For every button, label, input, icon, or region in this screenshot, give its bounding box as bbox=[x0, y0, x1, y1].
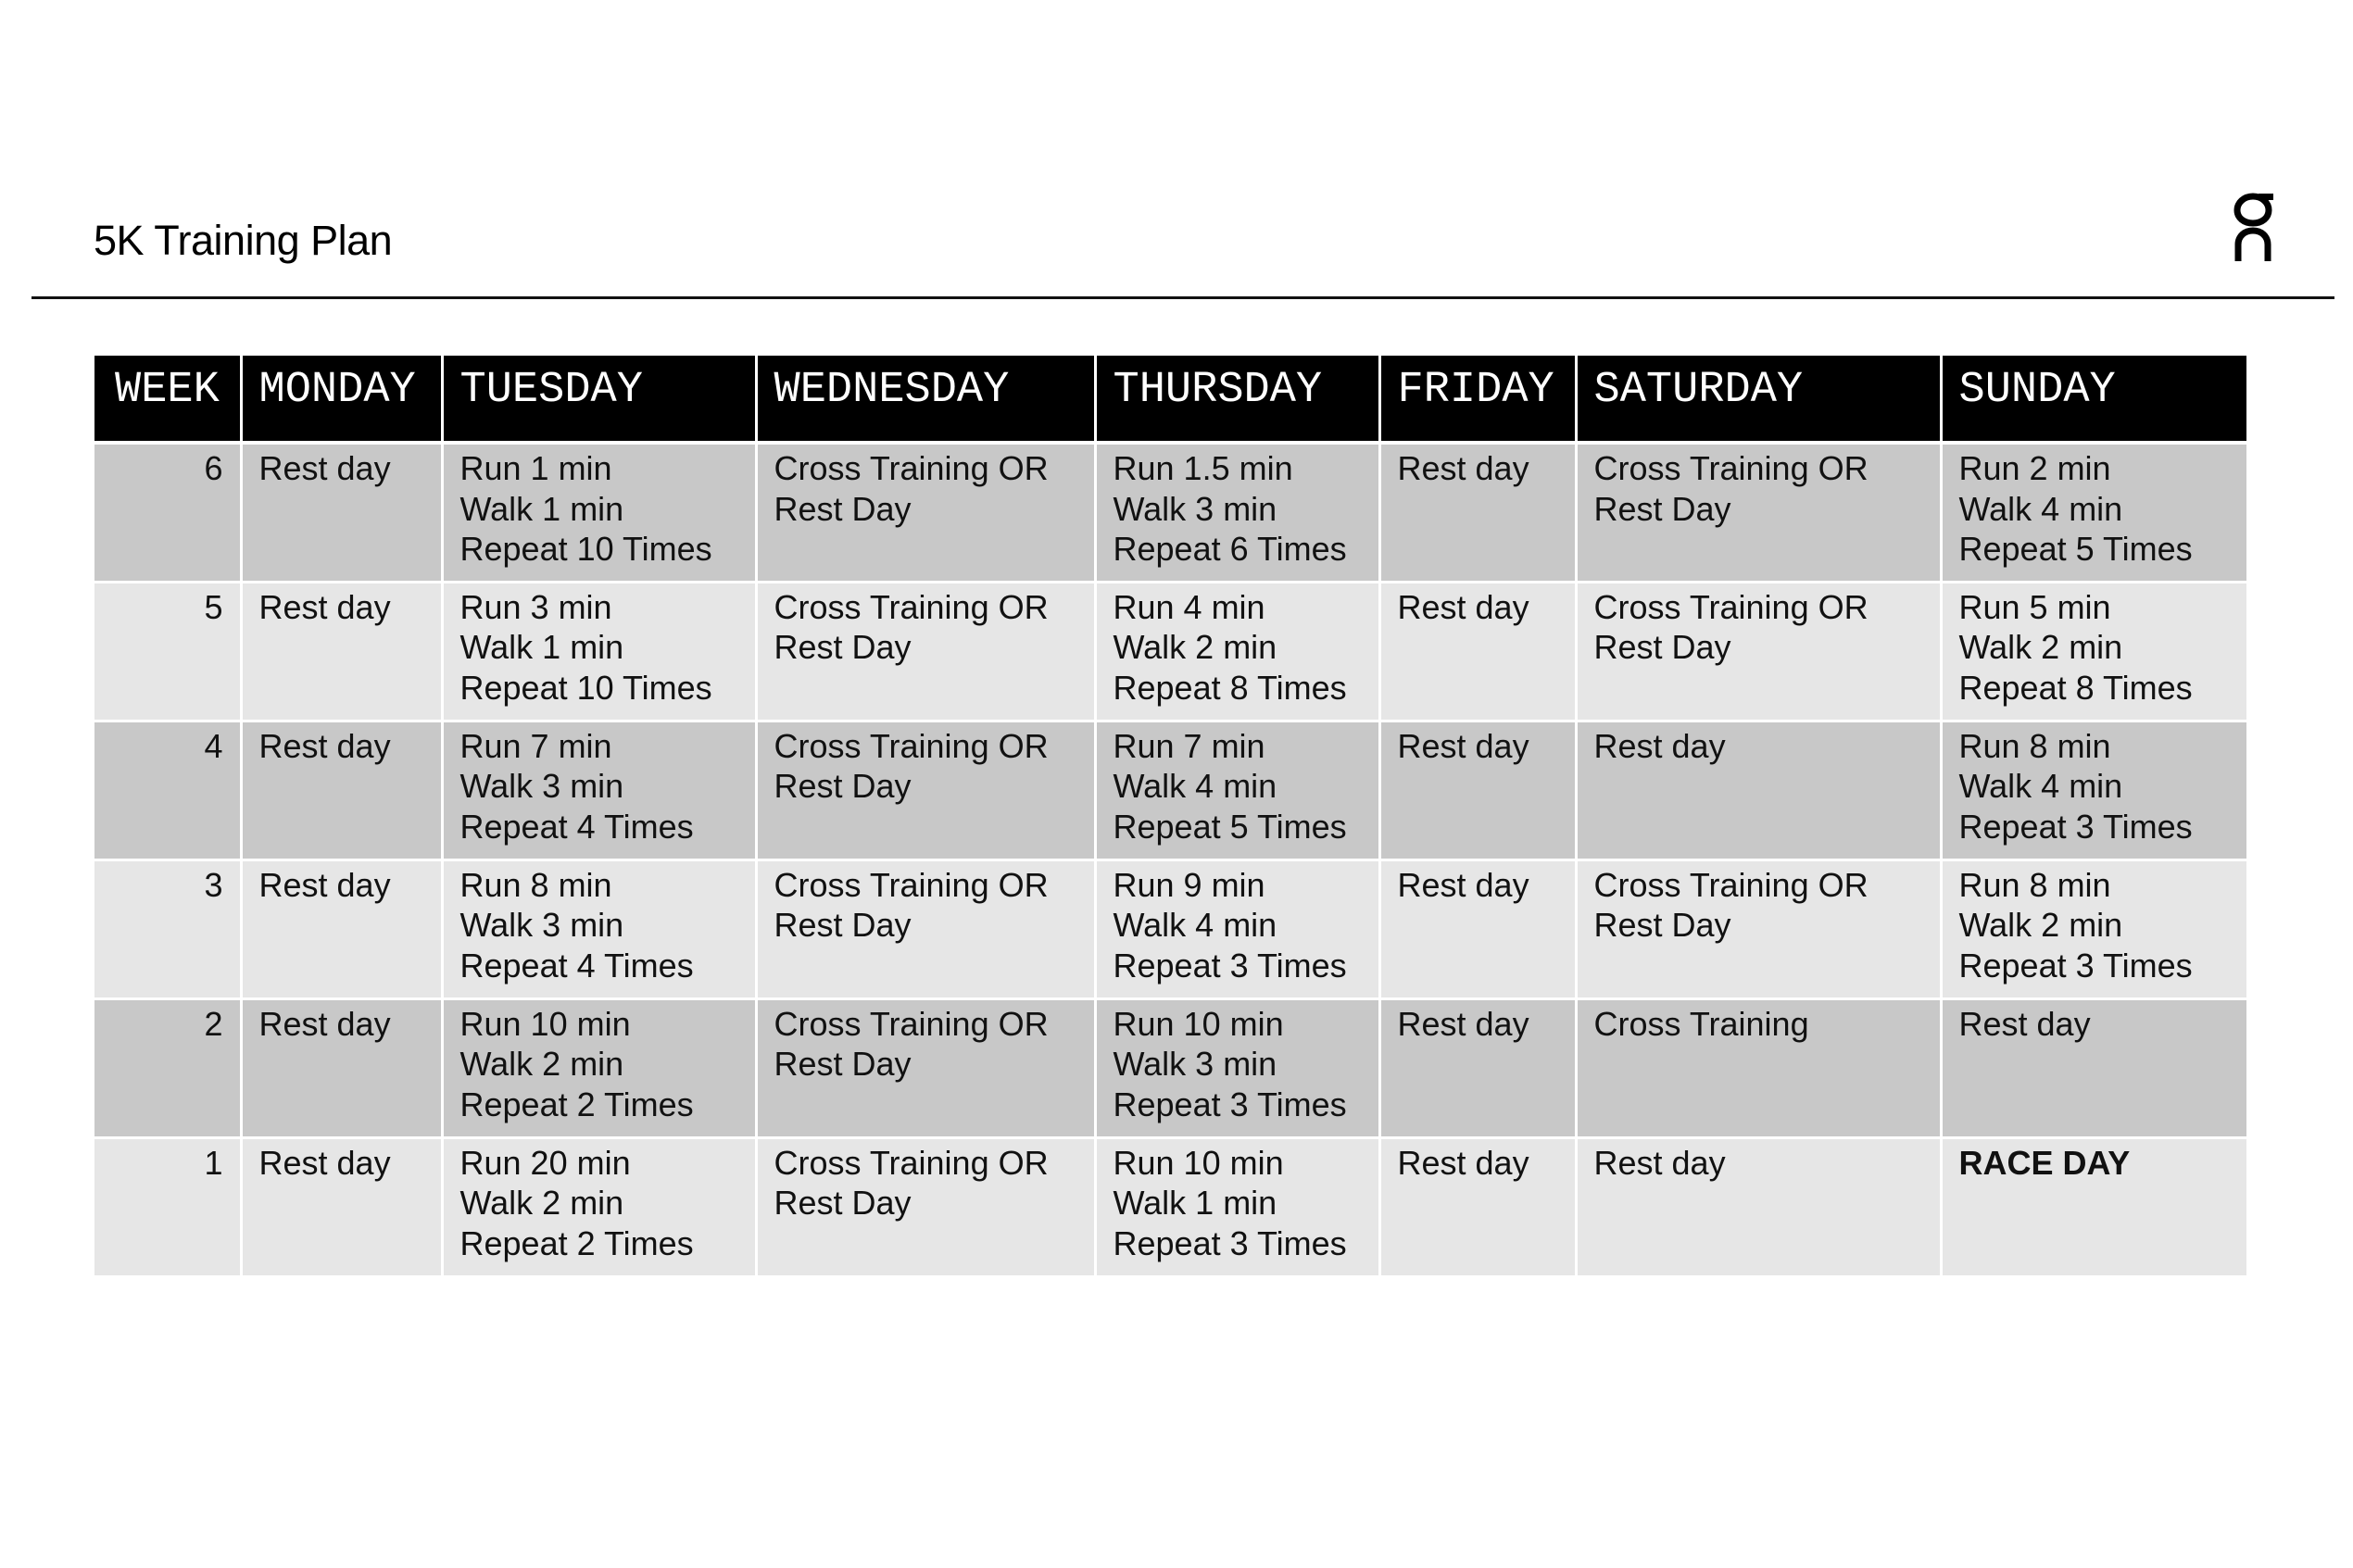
table-row bbox=[94, 582, 2246, 721]
cell-friday bbox=[1379, 721, 1576, 859]
workout-line: Run 5 min bbox=[1958, 587, 2111, 626]
cell-tuesday bbox=[442, 1137, 756, 1276]
cell-wednesday bbox=[756, 1137, 1095, 1276]
cell-wednesday bbox=[756, 582, 1095, 721]
column-header-thursday: THURSDAY bbox=[1095, 356, 1379, 443]
week-number-cell: 1 bbox=[94, 1137, 241, 1276]
workout-line: Rest day bbox=[1397, 726, 1529, 765]
cell-sunday bbox=[1941, 443, 2246, 582]
cell-monday bbox=[241, 443, 442, 582]
workout-line: Run 3 min bbox=[459, 587, 612, 626]
workout-line: Run 7 min bbox=[1113, 726, 1265, 765]
workout-line: Repeat 8 Times bbox=[1958, 668, 2193, 707]
week-number-cell: 3 bbox=[94, 859, 241, 998]
workout-line: Run 9 min bbox=[1113, 865, 1265, 904]
header-divider bbox=[31, 296, 2334, 299]
workout-line: Repeat 3 Times bbox=[1958, 807, 2193, 846]
workout-line: Repeat 4 Times bbox=[459, 807, 694, 846]
workout-line: Repeat 3 Times bbox=[1958, 946, 2193, 985]
workout-line: Run 10 min bbox=[1113, 1143, 1284, 1182]
workout-line: Rest Day bbox=[774, 1184, 912, 1222]
table-row bbox=[94, 721, 2246, 859]
workout-line: Walk 1 min bbox=[459, 489, 624, 528]
cell-monday bbox=[241, 859, 442, 998]
cell-sunday bbox=[1941, 582, 2246, 721]
column-header-saturday: SATURDAY bbox=[1576, 356, 1941, 443]
workout-line: Rest day bbox=[1397, 587, 1529, 626]
training-plan-table bbox=[94, 356, 2246, 1278]
workout-line: Walk 3 min bbox=[459, 767, 624, 805]
column-header-tuesday: TUESDAY bbox=[442, 356, 756, 443]
workout-line: Cross Training OR bbox=[774, 726, 1049, 765]
workout-line: Rest day bbox=[258, 726, 391, 765]
workout-line: Run 1 min bbox=[459, 449, 612, 487]
column-header-wednesday: WEDNESDAY bbox=[756, 356, 1095, 443]
workout-line: Run 10 min bbox=[1113, 1004, 1284, 1043]
workout-line: Walk 2 min bbox=[459, 1184, 624, 1222]
workout-line: Walk 2 min bbox=[1958, 906, 2123, 944]
week-number-cell: 6 bbox=[94, 443, 241, 582]
workout-line: Walk 4 min bbox=[1113, 767, 1277, 805]
workout-line: Walk 1 min bbox=[459, 628, 624, 666]
workout-line: Walk 2 min bbox=[459, 1045, 624, 1083]
workout-line: Run 7 min bbox=[459, 726, 612, 765]
cell-saturday bbox=[1576, 859, 1941, 998]
table-body bbox=[94, 443, 2246, 1276]
workout-line: Rest day bbox=[1397, 865, 1529, 904]
workout-line: Cross Training OR bbox=[774, 587, 1049, 626]
cell-wednesday bbox=[756, 998, 1095, 1137]
workout-line: Cross Training OR bbox=[1593, 449, 1869, 487]
cell-tuesday bbox=[442, 582, 756, 721]
workout-line: Run 8 min bbox=[1958, 865, 2111, 904]
cell-monday bbox=[241, 998, 442, 1137]
workout-line: Run 2 min bbox=[1958, 449, 2111, 487]
page-title: 5K Training Plan bbox=[94, 217, 393, 264]
cell-thursday bbox=[1095, 582, 1379, 721]
workout-line: Rest Day bbox=[774, 1045, 912, 1083]
workout-line: Rest day bbox=[258, 587, 391, 626]
cell-monday bbox=[241, 1137, 442, 1276]
cell-saturday bbox=[1576, 582, 1941, 721]
workout-line: Repeat 10 Times bbox=[459, 668, 712, 707]
workout-line: Walk 3 min bbox=[1113, 1045, 1277, 1083]
workout-line: Rest Day bbox=[774, 767, 912, 805]
cell-saturday bbox=[1576, 998, 1941, 1137]
workout-line: Walk 1 min bbox=[1113, 1184, 1277, 1222]
workout-line: Rest day bbox=[1397, 1143, 1529, 1182]
workout-line: Cross Training OR bbox=[774, 1143, 1049, 1182]
cell-wednesday bbox=[756, 443, 1095, 582]
cell-wednesday bbox=[756, 859, 1095, 998]
cell-sunday bbox=[1941, 998, 2246, 1137]
workout-line: Rest Day bbox=[774, 628, 912, 666]
cell-tuesday bbox=[442, 443, 756, 582]
workout-line: Rest day bbox=[258, 449, 391, 487]
cell-friday bbox=[1379, 859, 1576, 998]
cell-friday bbox=[1379, 443, 1576, 582]
column-header-sunday: SUNDAY bbox=[1941, 356, 2246, 443]
workout-line: Rest day bbox=[1958, 1004, 2091, 1043]
cell-tuesday bbox=[442, 859, 756, 998]
cell-friday bbox=[1379, 1137, 1576, 1276]
cell-thursday bbox=[1095, 859, 1379, 998]
cell-tuesday bbox=[442, 998, 756, 1137]
workout-line: Cross Training OR bbox=[774, 1004, 1049, 1043]
workout-line: Rest day bbox=[1397, 1004, 1529, 1043]
workout-line: Rest Day bbox=[1593, 628, 1731, 666]
workout-line: Repeat 2 Times bbox=[459, 1223, 694, 1262]
workout-line: Rest Day bbox=[1593, 489, 1731, 528]
cell-friday bbox=[1379, 998, 1576, 1137]
table-row bbox=[94, 443, 2246, 582]
workout-line: Rest Day bbox=[774, 489, 912, 528]
workout-line: Run 20 min bbox=[459, 1143, 631, 1182]
workout-line: Walk 4 min bbox=[1113, 906, 1277, 944]
cell-saturday bbox=[1576, 1137, 1941, 1276]
workout-line: Repeat 8 Times bbox=[1113, 668, 1347, 707]
workout-line: Repeat 6 Times bbox=[1113, 530, 1347, 568]
workout-line: Cross Training OR bbox=[1593, 587, 1869, 626]
column-header-friday: FRIDAY bbox=[1379, 356, 1576, 443]
cell-wednesday bbox=[756, 721, 1095, 859]
week-number-cell: 4 bbox=[94, 721, 241, 859]
table-row bbox=[94, 998, 2246, 1137]
workout-line: Rest Day bbox=[774, 906, 912, 944]
workout-line: Run 4 min bbox=[1113, 587, 1265, 626]
cell-thursday bbox=[1095, 721, 1379, 859]
workout-line: Walk 3 min bbox=[1113, 489, 1277, 528]
column-header-monday: MONDAY bbox=[241, 356, 442, 443]
workout-line: Run 10 min bbox=[459, 1004, 631, 1043]
workout-line: Repeat 5 Times bbox=[1113, 807, 1347, 846]
cell-thursday bbox=[1095, 1137, 1379, 1276]
workout-line: Cross Training bbox=[1593, 1004, 1809, 1043]
table-header bbox=[94, 356, 2246, 443]
column-header-week: WEEK bbox=[94, 356, 241, 443]
cell-sunday bbox=[1941, 1137, 2246, 1276]
workout-line: Repeat 2 Times bbox=[459, 1085, 694, 1123]
on-brand-logo-icon bbox=[2231, 191, 2275, 265]
workout-line: Run 8 min bbox=[1958, 726, 2111, 765]
workout-line: Walk 2 min bbox=[1958, 628, 2123, 666]
cell-thursday bbox=[1095, 443, 1379, 582]
workout-line: Run 1.5 min bbox=[1113, 449, 1293, 487]
workout-line: Walk 3 min bbox=[459, 906, 624, 944]
workout-line: Walk 2 min bbox=[1113, 628, 1277, 666]
workout-line: Walk 4 min bbox=[1958, 489, 2123, 528]
cell-tuesday bbox=[442, 721, 756, 859]
workout-line: Rest day bbox=[258, 865, 391, 904]
workout-line: Repeat 4 Times bbox=[459, 946, 694, 985]
cell-friday bbox=[1379, 582, 1576, 721]
workout-line: Rest day bbox=[258, 1004, 391, 1043]
table-row bbox=[94, 859, 2246, 998]
workout-line: Repeat 3 Times bbox=[1113, 1223, 1347, 1262]
workout-line: Cross Training OR bbox=[1593, 865, 1869, 904]
cell-saturday bbox=[1576, 721, 1941, 859]
header-row bbox=[94, 356, 2246, 443]
cell-saturday bbox=[1576, 443, 1941, 582]
workout-line: Repeat 3 Times bbox=[1113, 946, 1347, 985]
workout-line: Rest day bbox=[258, 1143, 391, 1182]
workout-line: RACE DAY bbox=[1958, 1143, 2131, 1182]
cell-monday bbox=[241, 582, 442, 721]
workout-line: Cross Training OR bbox=[774, 449, 1049, 487]
workout-line: Repeat 3 Times bbox=[1113, 1085, 1347, 1123]
workout-line: Repeat 10 Times bbox=[459, 530, 712, 568]
workout-line: Repeat 5 Times bbox=[1958, 530, 2193, 568]
week-number-cell: 5 bbox=[94, 582, 241, 721]
workout-line: Rest Day bbox=[1593, 906, 1731, 944]
workout-line: Rest day bbox=[1397, 449, 1529, 487]
week-number-cell: 2 bbox=[94, 998, 241, 1137]
cell-sunday bbox=[1941, 859, 2246, 998]
workout-line: Rest day bbox=[1593, 1143, 1726, 1182]
workout-line: Walk 4 min bbox=[1958, 767, 2123, 805]
cell-monday bbox=[241, 721, 442, 859]
table-row bbox=[94, 1137, 2246, 1276]
cell-thursday bbox=[1095, 998, 1379, 1137]
workout-line: Cross Training OR bbox=[774, 865, 1049, 904]
workout-line: Run 8 min bbox=[459, 865, 612, 904]
page-header bbox=[0, 0, 2353, 299]
workout-line: Rest day bbox=[1593, 726, 1726, 765]
cell-sunday bbox=[1941, 721, 2246, 859]
